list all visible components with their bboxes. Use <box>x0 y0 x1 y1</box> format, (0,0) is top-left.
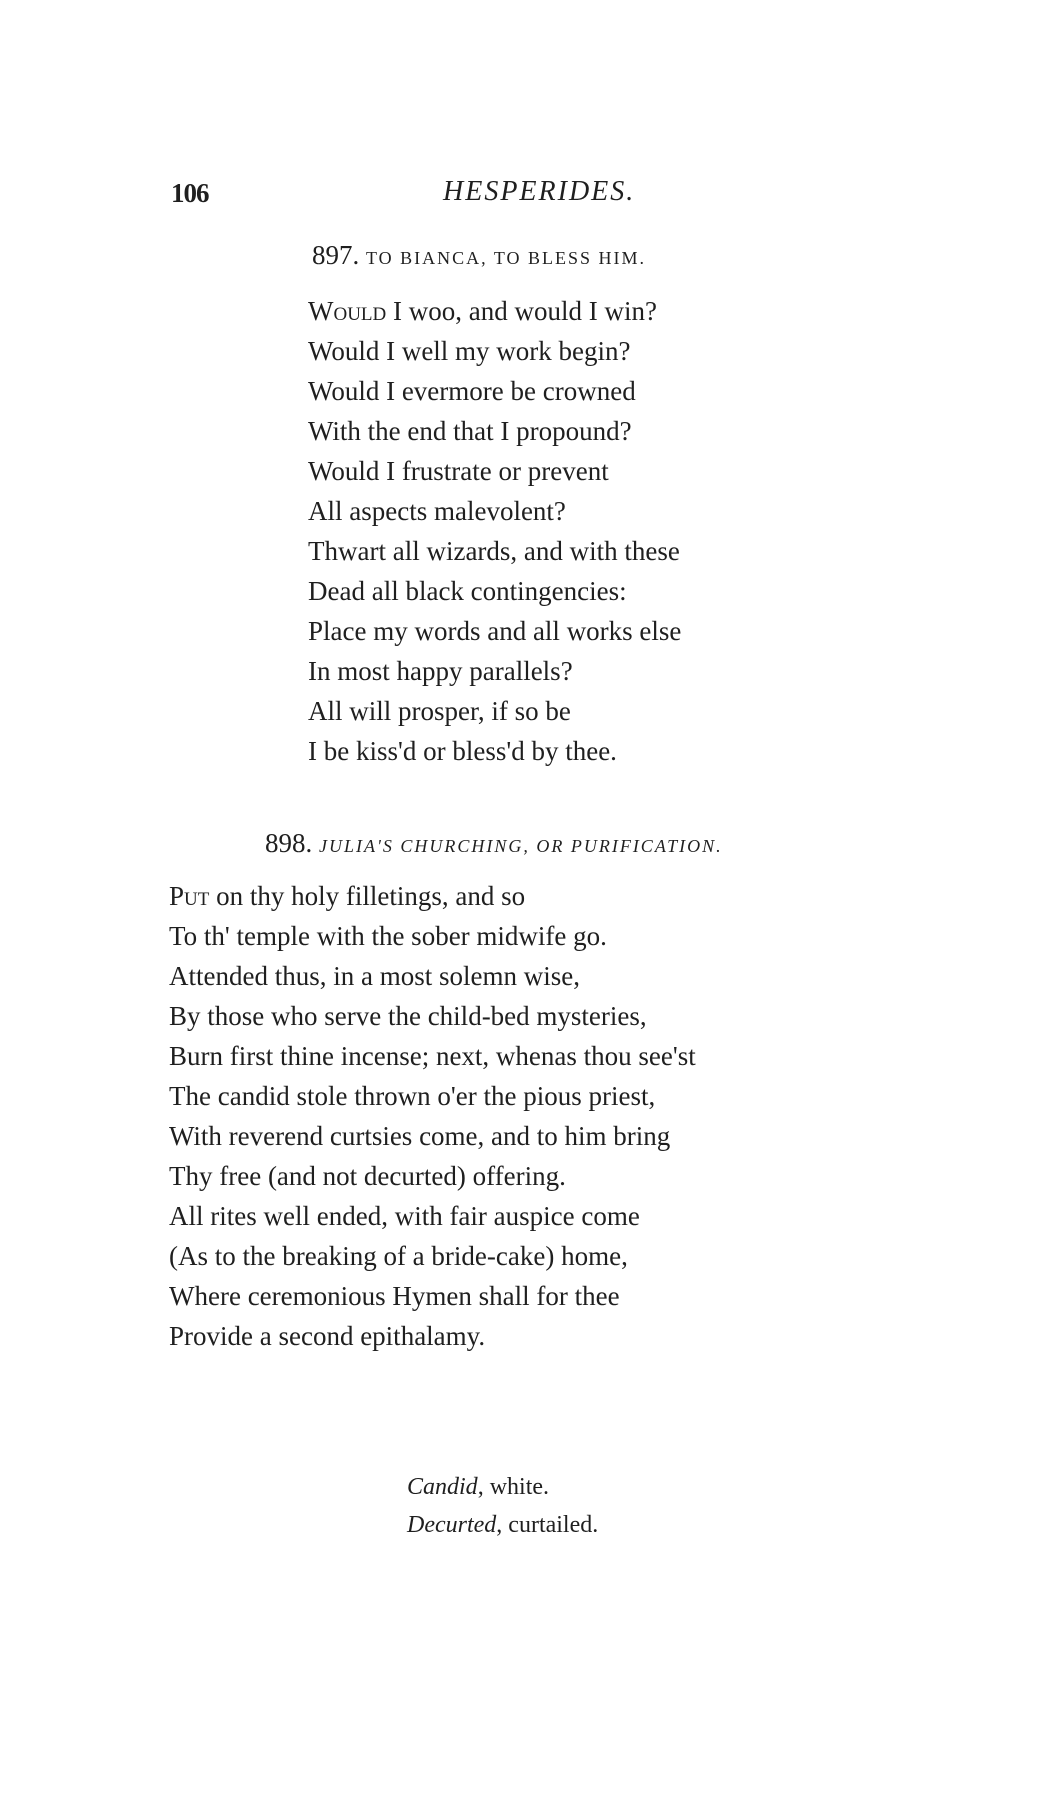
poem-line: Attended thus, in a most solemn wise, <box>169 961 580 991</box>
poem-line: The candid stole thrown o'er the pious priest, <box>169 1081 656 1111</box>
poem-title-text: JULIA'S CHURCHING, OR PURIFICATION. <box>319 836 723 856</box>
poem-line: All rites well ended, with fair auspice come <box>169 1201 640 1231</box>
poem-body-897 <box>308 291 681 771</box>
poem-line: Thwart all wizards, and with these <box>308 536 680 566</box>
glossary-notes <box>407 1468 598 1544</box>
line-text: on thy holy filletings, and so <box>209 881 526 911</box>
first-word: Would <box>308 296 387 326</box>
poem-line: In most happy parallels? <box>308 656 573 686</box>
note-decurted <box>407 1506 598 1544</box>
poem-line: Provide a second epithalamy. <box>169 1321 486 1351</box>
poem-line: Dead all black contingencies: <box>308 576 627 606</box>
poem-number: 897. <box>312 240 360 270</box>
running-head: HESPERIDES. <box>443 176 636 207</box>
poem-line: Thy free (and not decurted) offering. <box>169 1161 566 1191</box>
poem-line: Would I evermore be crowned <box>308 376 636 406</box>
note-definition: , curtailed. <box>496 1512 599 1538</box>
poem-line: By those who serve the child-bed mysteries, <box>169 1001 647 1031</box>
poem-line: (As to the breaking of a bride-cake) home, <box>169 1241 628 1271</box>
poem-line: All aspects malevolent? <box>308 496 566 526</box>
poem-title-897 <box>312 240 646 271</box>
note-candid <box>407 1468 598 1506</box>
poem-number: 898. <box>265 828 313 858</box>
poem-line: Where ceremonious Hymen shall for thee <box>169 1281 620 1311</box>
poem-line <box>308 291 681 331</box>
note-term: Decurted <box>407 1512 497 1538</box>
poem-line: With reverend curtsies come, and to him bring <box>169 1121 671 1151</box>
poem-line: I be kiss'd or bless'd by thee. <box>308 736 617 766</box>
poem-line: Would I well my work begin? <box>308 336 631 366</box>
poem-title-text: TO BIANCA, TO BLESS HIM. <box>366 248 647 268</box>
line-text: I woo, and would I win? <box>386 296 657 326</box>
first-word: Put <box>169 881 210 911</box>
note-term: Candid <box>407 1474 478 1500</box>
poem-line: To th' temple with the sober midwife go. <box>169 921 607 951</box>
poem-line: All will prosper, if so be <box>308 696 571 726</box>
poem-line <box>169 876 696 916</box>
poem-line: Would I frustrate or prevent <box>308 456 609 486</box>
poem-line: Place my words and all works else <box>308 616 682 646</box>
note-definition: , white. <box>477 1474 550 1500</box>
poem-title-898 <box>265 828 723 859</box>
poem-body-898 <box>169 876 696 1356</box>
page-number: 106 <box>171 178 209 208</box>
poem-line: Burn first thine incense; next, whenas thou see'st <box>169 1041 696 1071</box>
poem-line: With the end that I propound? <box>308 416 632 446</box>
